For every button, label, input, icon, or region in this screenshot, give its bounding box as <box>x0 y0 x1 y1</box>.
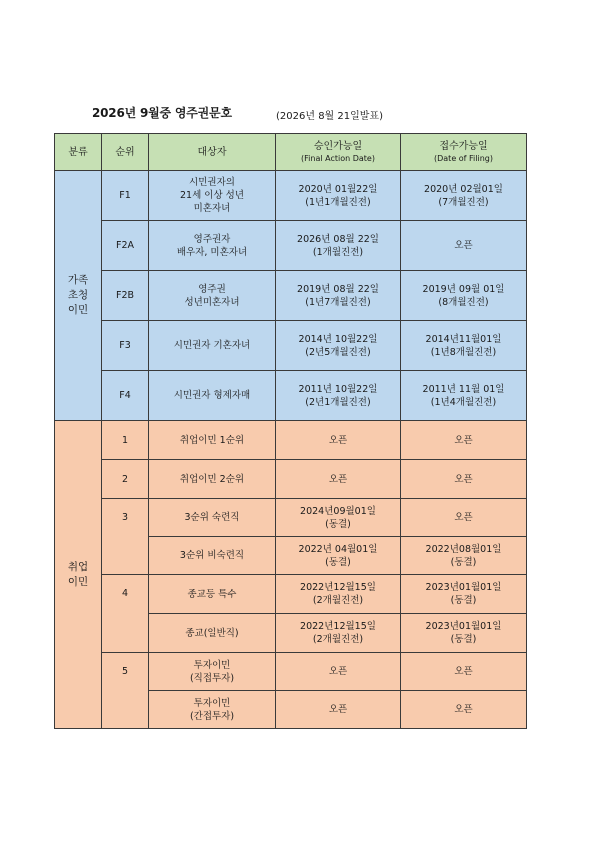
table-row <box>55 171 527 221</box>
target-cell: 취업이민 2순위 <box>149 460 276 499</box>
target-cell: 영주권자 배우자, 미혼자녀 <box>149 221 276 271</box>
target-cell: 시민권자 형제자매 <box>149 371 276 421</box>
filing-cell: 2023년01월01일 (동결) <box>401 614 527 653</box>
filing-cell: 2014년11월01일 (1년8개월진전) <box>401 321 527 371</box>
header-row <box>55 134 527 171</box>
filing-cell: 2020년 02월01일 (7개월진전) <box>401 171 527 221</box>
final-action-cell: 2024년09월01일 (동결) <box>276 499 401 537</box>
final-action-cell: 2022년12월15일 (2개월진전) <box>276 614 401 653</box>
final-action-cell: 오픈 <box>276 691 401 729</box>
target-cell: 종교등 특수 <box>149 575 276 614</box>
target-cell: 시민권자의 21세 이상 성년 미혼자녀 <box>149 171 276 221</box>
table-row <box>55 221 527 271</box>
header-target: 대상자 <box>149 134 276 171</box>
table-row <box>55 575 527 614</box>
target-cell: 3순위 숙련직 <box>149 499 276 537</box>
rank-cell: F4 <box>102 371 149 421</box>
table-row <box>55 271 527 321</box>
filing-cell: 오픈 <box>401 421 527 460</box>
target-cell: 3순위 비숙련직 <box>149 537 276 575</box>
family-category-label: 가족 초청 이민 <box>55 171 102 421</box>
table-row <box>55 371 527 421</box>
filing-cell: 2019년 09월 01일 (8개월진전) <box>401 271 527 321</box>
employment-category-label: 취업 이민 <box>55 421 102 729</box>
final-action-cell: 2022년 04월01일 (동결) <box>276 537 401 575</box>
filing-cell: 오픈 <box>401 221 527 271</box>
header-filing <box>401 134 527 171</box>
rank-cell: 1 <box>102 421 149 460</box>
table-row <box>55 421 527 460</box>
rank-cell: F2B <box>102 271 149 321</box>
header-final-action-ko: 승인가능일 <box>313 140 363 152</box>
filing-cell: 오픈 <box>401 460 527 499</box>
header-filing-en: (Date of Filing) <box>434 153 493 163</box>
filing-cell: 2011년 11월 01일 (1년4개월진전) <box>401 371 527 421</box>
filing-cell: 2023년01월01일 (동결) <box>401 575 527 614</box>
page-title: 2026년 9월중 영주권문호 <box>92 106 232 120</box>
filing-cell: 2022년08월01일 (동결) <box>401 537 527 575</box>
header-final-action <box>276 134 401 171</box>
filing-cell: 오픈 <box>401 691 527 729</box>
rank-cell: 4 <box>102 575 149 653</box>
rank-cell: 2 <box>102 460 149 499</box>
target-cell: 영주권 성년미혼자녀 <box>149 271 276 321</box>
header-final-action-en: (Final Action Date) <box>301 153 375 163</box>
filing-cell: 오픈 <box>401 499 527 537</box>
target-cell: 취업이민 1순위 <box>149 421 276 460</box>
final-action-cell: 2014년 10월22일 (2년5개월진전) <box>276 321 401 371</box>
announcement-date: (2026년 8월 21일발표) <box>276 111 383 122</box>
table-row <box>55 499 527 537</box>
filing-cell: 오픈 <box>401 653 527 691</box>
rank-cell: F2A <box>102 221 149 271</box>
final-action-cell: 오픈 <box>276 460 401 499</box>
final-action-cell: 2022년12월15일 (2개월진전) <box>276 575 401 614</box>
table-row <box>55 460 527 499</box>
target-cell: 투자이민 (직접투자) <box>149 653 276 691</box>
rank-cell: F3 <box>102 321 149 371</box>
target-cell: 투자이민 (간접투자) <box>149 691 276 729</box>
rank-cell: 5 <box>102 653 149 729</box>
target-cell: 시민권자 기혼자녀 <box>149 321 276 371</box>
header-category: 분류 <box>55 134 102 171</box>
table-row <box>55 653 527 691</box>
final-action-cell: 오픈 <box>276 421 401 460</box>
final-action-cell: 2020년 01월22일 (1년1개월진전) <box>276 171 401 221</box>
final-action-cell: 2026년 08월 22일 (1개월진전) <box>276 221 401 271</box>
final-action-cell: 2011년 10월22일 (2년1개월진전) <box>276 371 401 421</box>
target-cell: 종교(일반직) <box>149 614 276 653</box>
rank-cell: 3 <box>102 499 149 575</box>
final-action-cell: 2019년 08월 22일 (1년7개월진전) <box>276 271 401 321</box>
header-filing-ko: 접수가능일 <box>439 140 488 152</box>
final-action-cell: 오픈 <box>276 653 401 691</box>
rank-cell: F1 <box>102 171 149 221</box>
visa-bulletin-table <box>54 133 527 729</box>
header-rank: 순위 <box>102 134 149 171</box>
table-row <box>55 321 527 371</box>
